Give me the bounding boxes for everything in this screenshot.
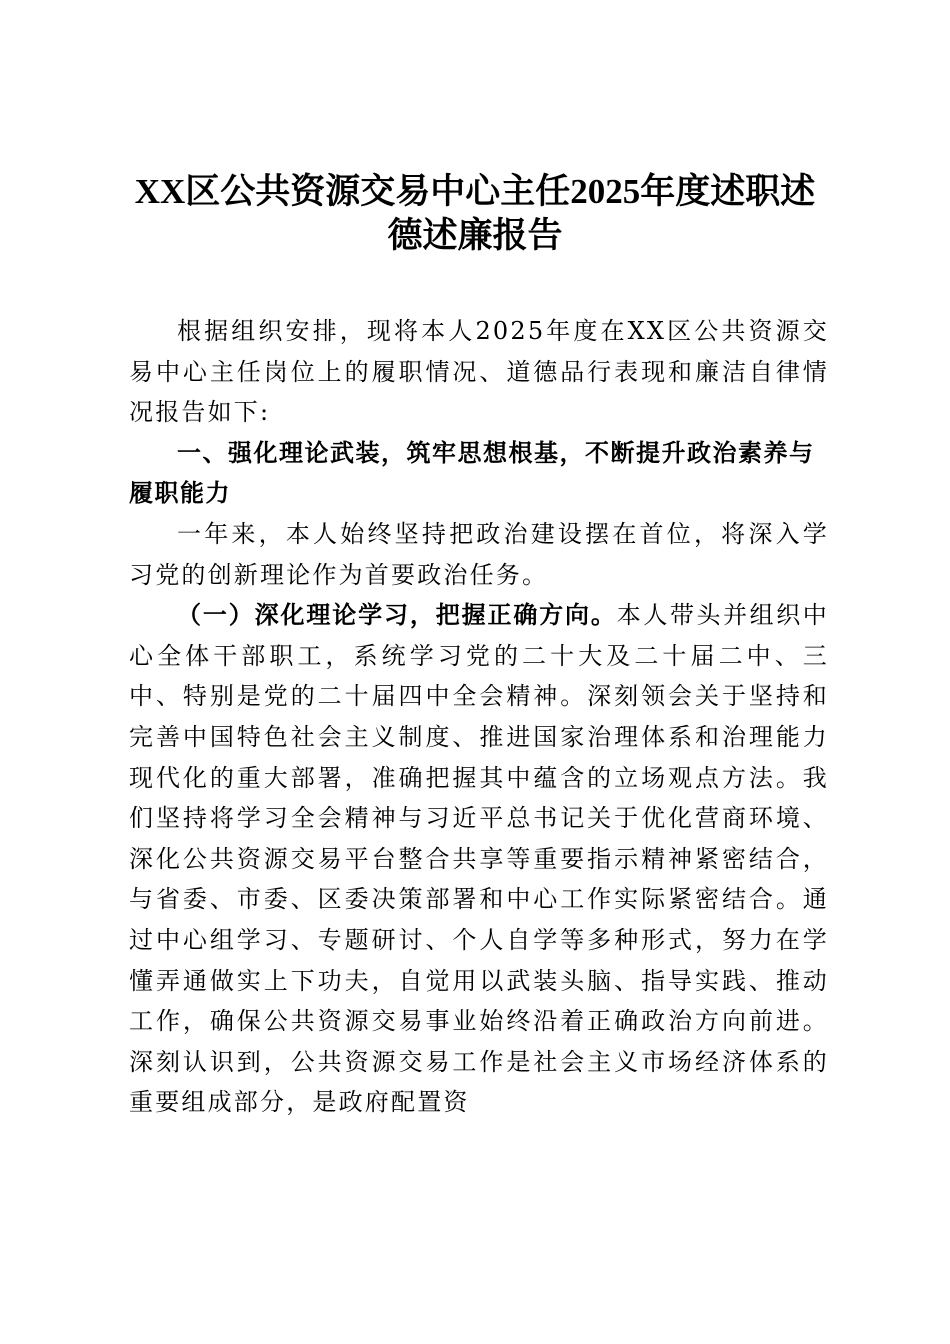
intro-paragraph: 根据组织安排，现将本人2025年度在XX区公共资源交易中心主任岗位上的履职情况、道德品行表现和廉洁自律情况报告如下: xyxy=(129,317,829,427)
subsection-1-lead: （一）深化理论学习，把握正确方向。 xyxy=(177,601,617,630)
document-title-line-2: 德述廉报告 xyxy=(387,216,563,255)
section-1-heading: 一、强化理论武装，筑牢思想根基，不断提升政治素养与履职能力 xyxy=(129,438,815,508)
section-1-intro-paragraph: 一年来，本人始终坚持把政治建设摆在首位，将深入学习党的创新理论作为首要政治任务。 xyxy=(129,519,829,589)
document-body xyxy=(129,311,829,1123)
subsection-1-paragraph xyxy=(129,595,829,1123)
subsection-1-body: 本人带头并组织中心全体干部职工，系统学习党的二十大及二十届二中、三中、特别是党的二十届四中全会精神。深刻领会关于坚持和完善中国特色社会主义制度、推进国家治理体系和治理能力现代化的重大部署，准确把握其中蕴含的立场观点方法。我们坚持将学习全会精神与习近平总书记关于优化营商环境、深化公共资源交易平台整合共享等重要指示精神紧密结合，与省委、市委、区委决策部署和中心工作实际紧密结合。通过中心组学习、专题研讨、个人自学等多种形式，努力在学懂弄通做实上下功夫，自觉用以武装头脑、指导实践、推动工作，确保公共资源交易事业始终沿着正确政治方向前进。深刻认识到，公共资源交易工作是社会主义市场经济体系的重要组成部分，是政府配置资 xyxy=(129,601,829,1117)
document-title-line-1: XX区公共资源交易中心主任2025年度述职述 xyxy=(134,172,816,211)
